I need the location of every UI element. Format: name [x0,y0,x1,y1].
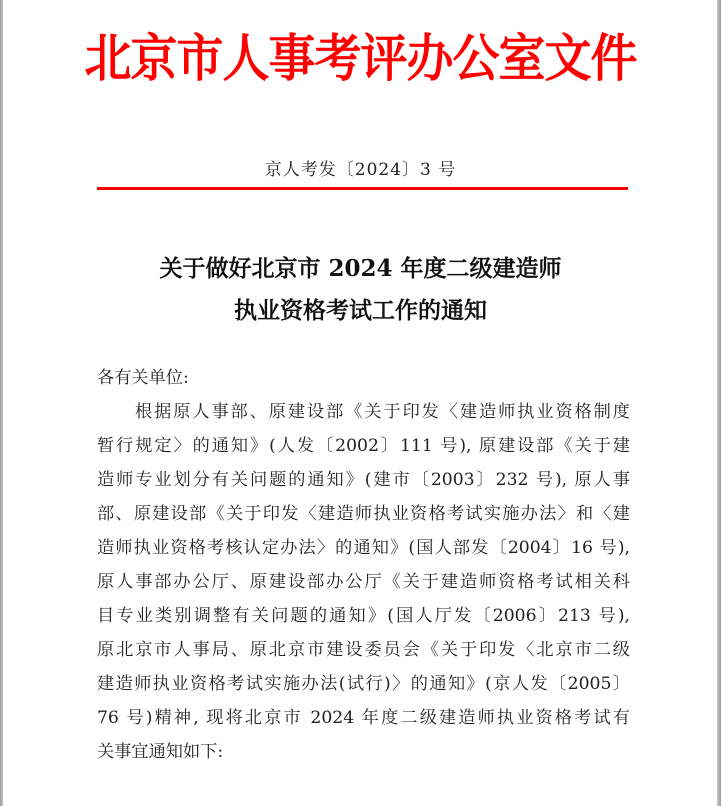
red-divider-rule [97,187,628,190]
body-line: 造师专业划分有关问题的通知》(建市〔2003〕232 号), 原人事 [97,470,630,490]
body-line: 目专业类别调整有关问题的通知》(国人厅发〔2006〕213 号), [97,606,630,626]
body-line: 原北京市人事局、原北京市建设委员会《关于印发〈北京市二级 [97,640,630,660]
body-line: 原人事部办公厅、原建设部办公厅《关于建造师资格考试相关科 [97,572,630,592]
title-line-2: 执业资格考试工作的通知 [234,297,487,324]
page-edge-right [717,0,721,806]
body-line: 暂行规定〉的通知》(人发〔2002〕111 号), 原建设部《关于建 [97,436,630,456]
document-masthead: 北京市人事考评办公室文件 [84,29,637,89]
body-line: 造师执业资格考核认定办法〉的通知》(国人部发〔2004〕16 号), [97,538,630,558]
salutation: 各有关单位: [97,368,189,388]
body-line: 关事宜通知如下: [97,742,224,762]
body-line: 建造师执业资格考试实施办法(试行)〉的通知》(京人发〔2005〕 [97,674,630,694]
document-title [0,248,721,332]
document-number: 京人考发〔2024〕3 号 [264,160,457,180]
document-body [97,361,630,769]
body-line: 76 号)精神, 现将北京市 2024 年度二级建造师执业资格考试有 [97,708,630,728]
body-line: 根据原人事部、原建设部《关于印发〈建造师执业资格制度 [135,402,630,422]
body-line: 部、原建设部《关于印发〈建造师执业资格考试实施办法〉和〈建 [97,504,630,524]
title-line-1: 关于做好北京市 2024 年度二级建造师 [159,255,562,282]
